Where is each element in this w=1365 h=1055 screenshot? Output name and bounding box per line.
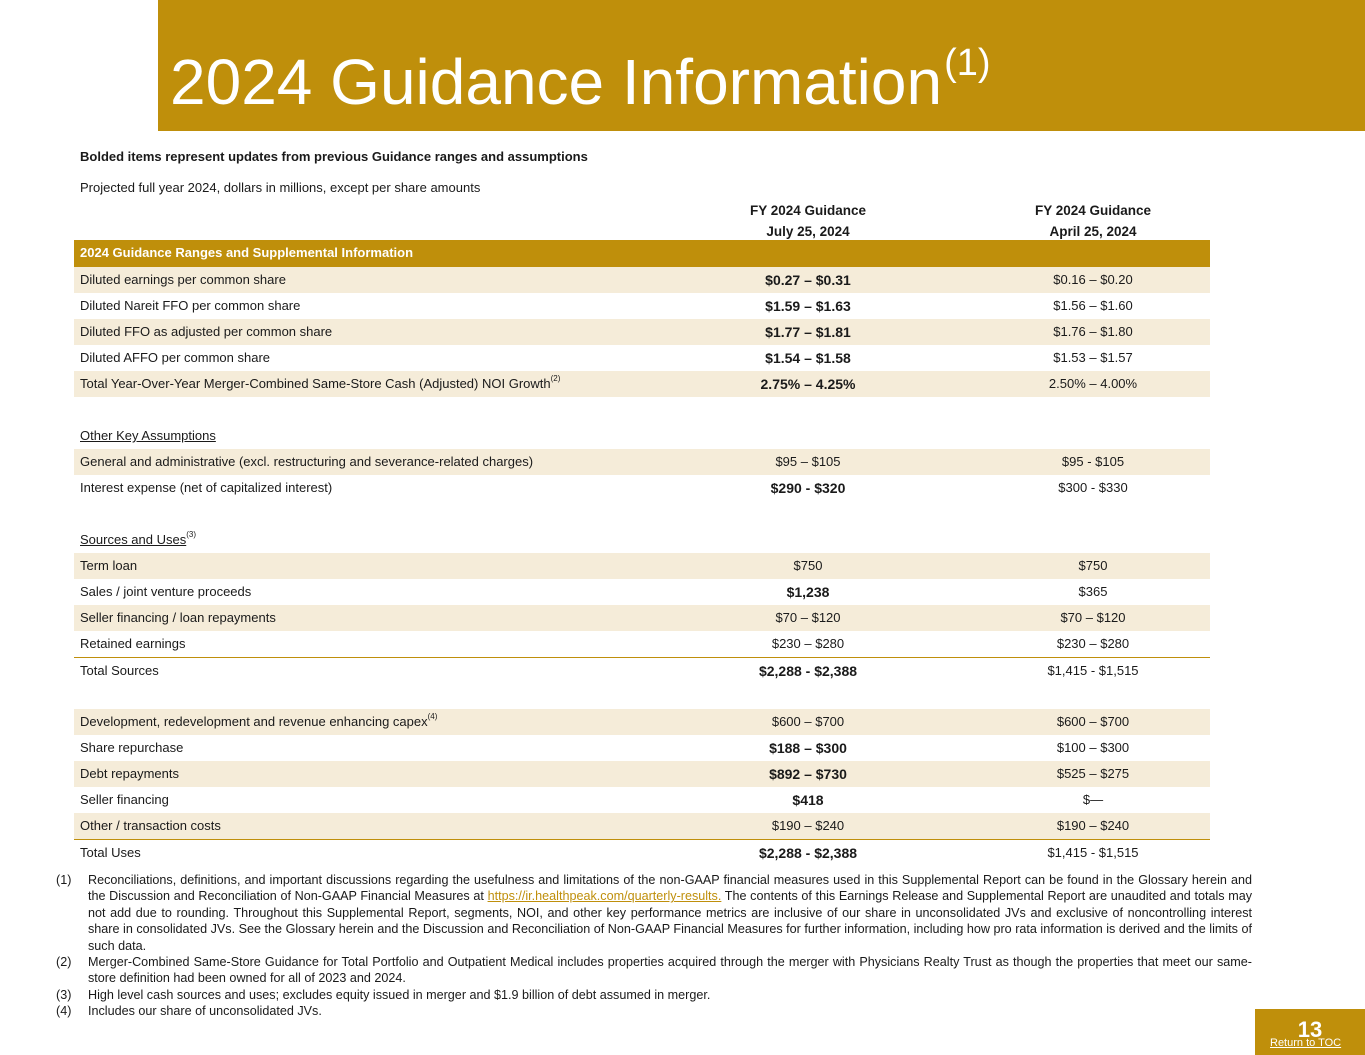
footnote: (3) High level cash sources and uses; excludes equity issued in merger and $1.9 billion of debt assumed in merger. xyxy=(56,987,711,1002)
footnote: (2) Merger-Combined Same-Store Guidance for Total Portfolio and Outpatient Medical includes properties acquired through the merger with Physicians Realty Trust as though the properties that meet our same-store definition had been owned for all of 2023 and 2024. xyxy=(56,955,1252,986)
page-title: 2024 Guidance Information$^{(1)}$ xyxy=(170,42,991,118)
footnote: (1) Reconciliations, definitions, and important discussions regarding the usefulness and limitations of the non-GAAP financial measures used in this Supplemental Report can be found in the Glossary herein and the Discussion and Reconciliation of Non-GAAP Financial Measures at https://ir.healthpeak.com/quarterly-results. The contents of this Earnings Release and Supplemental Report are unaudited and totals may not add due to rounding. Throughout this Supplemental Report, segments, NOI, and other key performance metrics are inclusive of our share in unconsolidated JVs and exclusive of noncontrolling interest share in consolidated JVs. See the Glossary herein and the Discussion and Reconciliation of Non-GAAP Financial Measures for further information, including how pro rata information is derived and the limits of such data. xyxy=(56,873,1252,953)
row-spacer xyxy=(74,397,1210,423)
page-number: 13 xyxy=(1297,1017,1323,1042)
table-row: Interest expense (net of capitalized interest) $290 - $320 $300 - $330 xyxy=(80,480,1128,496)
total-uses-row: Total Uses $2,288 - $2,388 $1,415 - $1,515 xyxy=(74,839,1210,865)
table-row: Diluted AFFO per common share $1.54 – $1.58 $1.53 – $1.57 xyxy=(80,350,1133,366)
table-section-header: 2024 Guidance Ranges and Supplemental Information xyxy=(74,240,1210,267)
table-row: Sales / joint venture proceeds $1,238 $365 xyxy=(80,584,1108,600)
row-spacer xyxy=(74,683,1210,709)
table-row: Diluted earnings per common share $0.27 – $0.31 $0.16 – $0.20 xyxy=(74,267,1210,293)
table-row: Debt repayments $892 – $730 $525 – $275 xyxy=(74,761,1210,787)
table-row: Other / transaction costs $190 – $240 $190 – $240 xyxy=(74,813,1210,839)
guidance-table xyxy=(74,240,1210,865)
table-row: Retained earnings $230 – $280 $230 – $280 xyxy=(80,636,1130,651)
prior-guidance-column-header: FY 2024 Guidance April 25, 2024 xyxy=(1034,203,1152,239)
table-row: Total Year-Over-Year Merger-Combined Same-Store Cash (Adjusted) NOI Growth$^{(2)}$ 2.75% – 4.25% 2.50% – 4.00% xyxy=(74,371,1210,397)
table-row: Development, redevelopment and revenue enhancing capex$^{(4)}$ $600 – $700 $600 – $700 xyxy=(74,709,1210,735)
assumptions-section-title: Other Key Assumptions xyxy=(80,428,216,443)
footnote-marker: (3) xyxy=(186,530,197,539)
quarterly-results-link[interactable]: https://ir.healthpeak.com/quarterly-results. xyxy=(487,889,722,904)
title-footnote-marker: (1) xyxy=(944,42,991,84)
footnote-marker: (2) xyxy=(550,374,561,383)
footnote: (4) Includes our share of unconsolidated JVs. xyxy=(56,1004,322,1019)
current-guidance-column-header: FY 2024 Guidance July 25, 2024 xyxy=(749,203,867,239)
return-to-toc-link[interactable]: Return to TOC xyxy=(1270,1037,1342,1049)
table-row: General and administrative (excl. restructuring and severance-related charges) $95 – $105 $95 - $105 xyxy=(74,449,1210,475)
table-row: Seller financing / loan repayments $70 – $120 $70 – $120 xyxy=(74,605,1210,631)
footnote-marker: (4) xyxy=(427,712,438,721)
row-spacer xyxy=(74,501,1210,527)
table-row: Diluted FFO as adjusted per common share $1.77 – $1.81 $1.76 – $1.80 xyxy=(74,319,1210,345)
total-sources-row: Total Sources $2,288 - $2,388 $1,415 - $1,515 xyxy=(74,657,1210,683)
updates-note: Bolded items represent updates from previous Guidance ranges and assumptions xyxy=(80,149,588,164)
table-row: Share repurchase $188 – $300 $100 – $300 xyxy=(80,740,1130,756)
table-row: Seller financing $418 $— xyxy=(80,792,1104,808)
sources-uses-section-title: Sources and Uses$^{(3)}$ xyxy=(80,530,197,547)
units-note: Projected full year 2024, dollars in millions, except per share amounts xyxy=(80,180,481,195)
table-row: Term loan $750 $750 xyxy=(74,553,1210,579)
table-row: Diluted Nareit FFO per common share $1.59 – $1.63 $1.56 – $1.60 xyxy=(80,298,1133,314)
footnotes xyxy=(56,872,1252,1020)
